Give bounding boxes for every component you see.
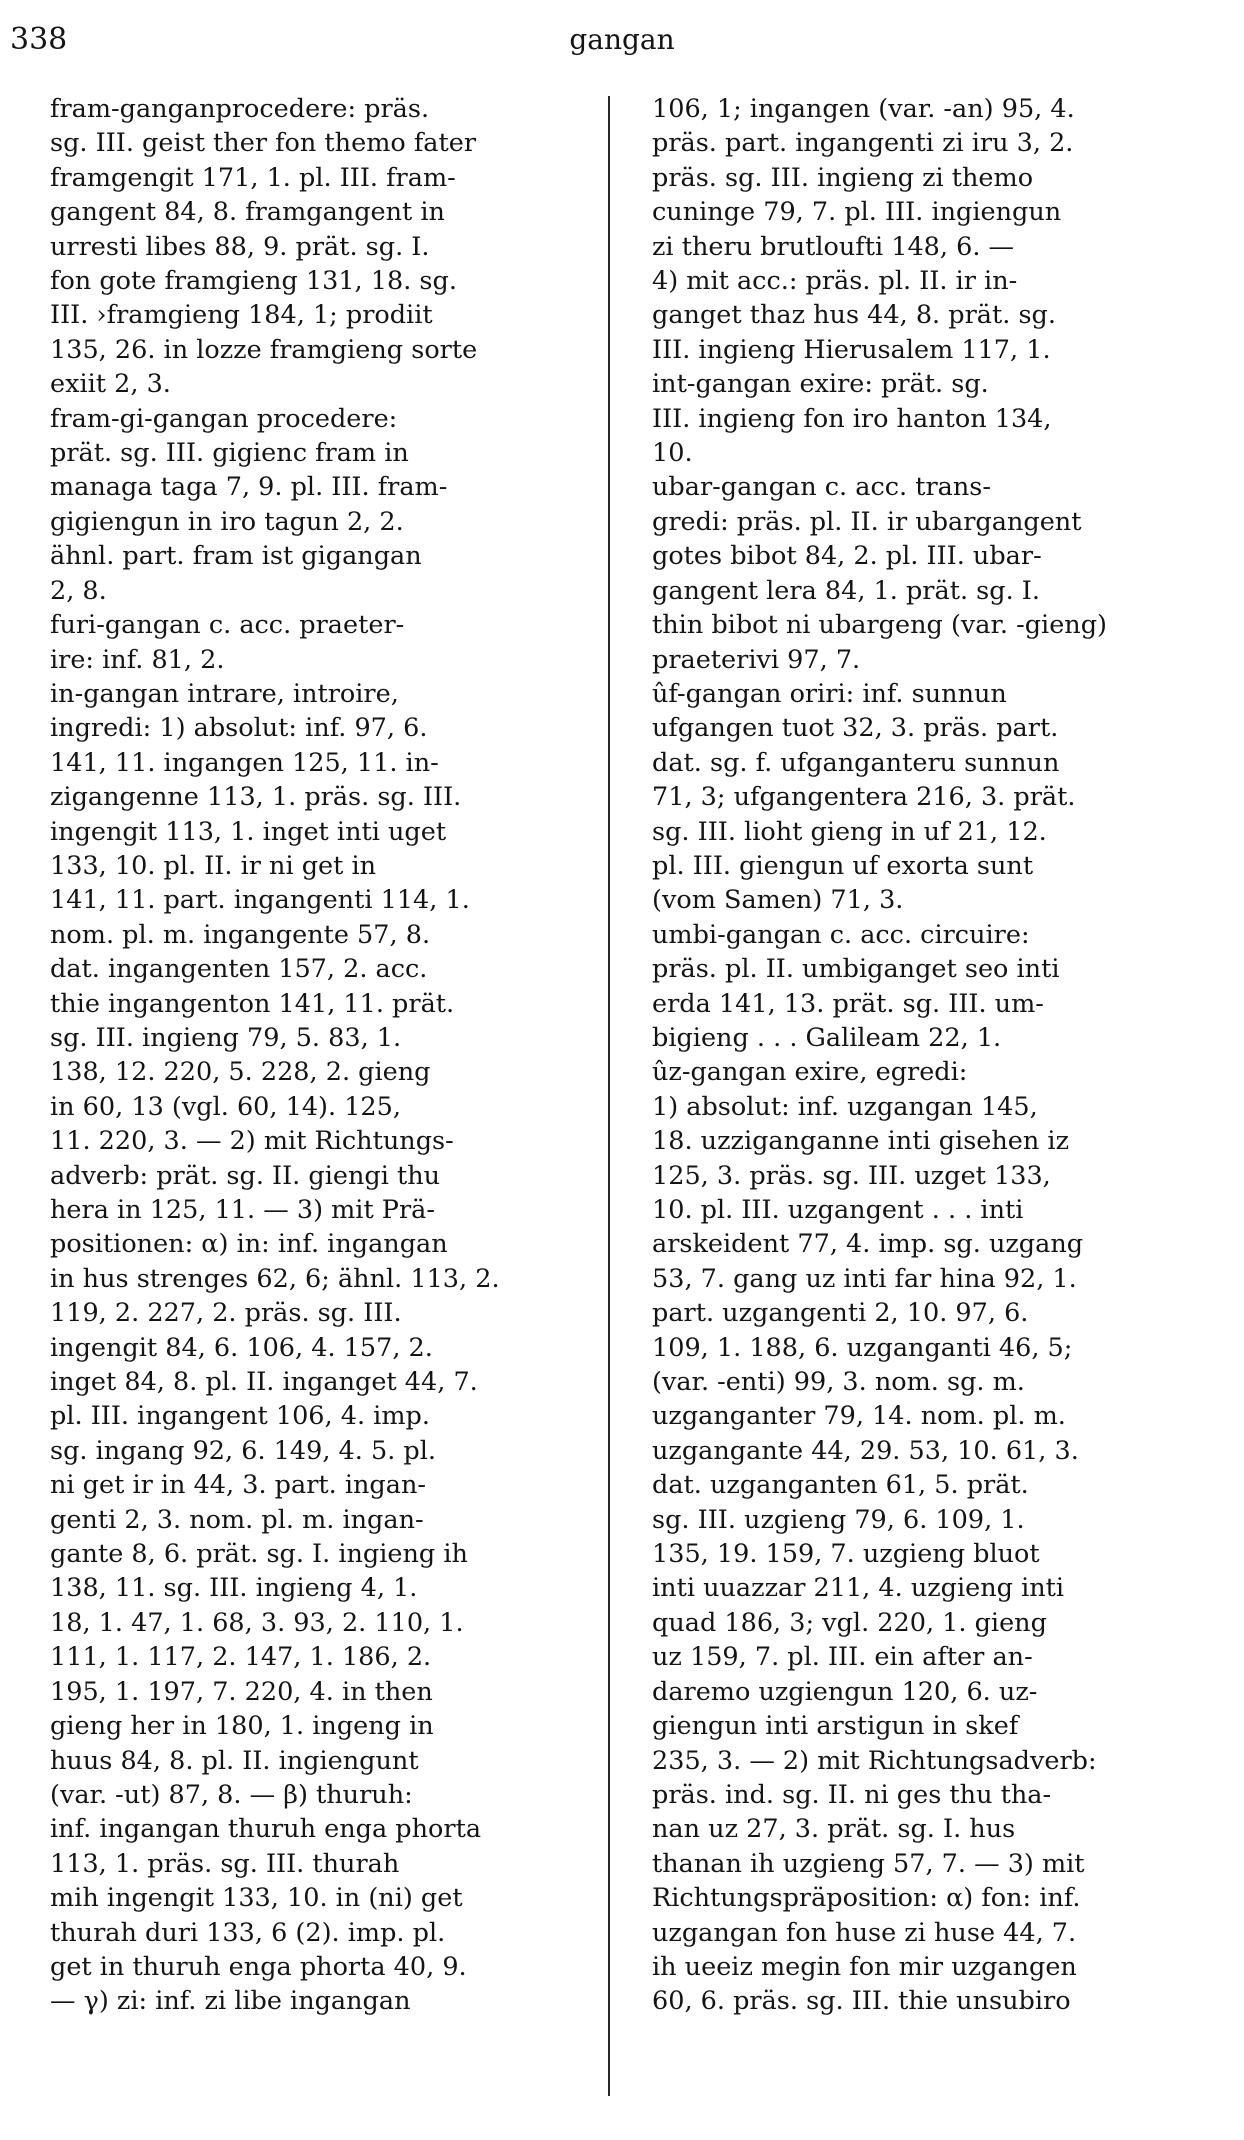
text-line: 1) absolut: inf. uzgangan 145, [652,1091,1038,1122]
text-line: ufgangen tuot 32, 3. präs. part. [652,713,1059,744]
text-line: ih ueeiz megin fon mir uzgangen [652,1951,1077,1982]
text-line: 235, 3. — 2) mit Richtungsadverb: [652,1745,1097,1776]
text-line: dat. uzganganten 61, 5. prät. [652,1470,1029,1501]
text-line: sg. III. uzgieng 79, 6. 109, 1. [652,1504,1025,1535]
text-line: umbi-gangan c. acc. circuire: [652,919,1030,950]
text-line: sg. III. lioht gieng in uf 21, 12. [652,816,1047,847]
text-line: dat. ingangenten 157, 2. acc. [50,954,428,985]
text-line: fram-ganganprocedere: präs. [50,94,430,124]
text-line: positionen: α) in: inf. ingangan [50,1229,448,1260]
text-line: thanan ih uzgieng 57, 7. — 3) mit [652,1848,1085,1879]
text-line: ganget thaz hus 44, 8. prät. sg. [652,300,1056,331]
text-line: 106, 1; ingangen (var. -an) 95, 4. [652,94,1075,124]
text-line: nom. pl. m. ingangente 57, 8. [50,919,431,950]
text-line: adverb: prät. sg. II. giengi thu [50,1160,441,1191]
text-line: 18. uzziganganne inti gisehen iz [652,1126,1070,1157]
text-line: 53, 7. gang uz inti far hina 92, 1. [652,1263,1077,1294]
text-line: managa taga 7, 9. pl. III. fram- [50,472,448,503]
text-line: gredi: präs. pl. II. ir ubargangent [652,506,1082,537]
text-line: gotes bibot 84, 2. pl. III. ubar- [652,541,1042,572]
left-column [50,92,570,2122]
text-line: genti 2, 3. nom. pl. m. ingan- [50,1504,424,1535]
text-line: gangent lera 84, 1. prät. sg. I. [652,575,1040,606]
text-line: — γ) zi: inf. zi libe ingangan [50,1986,411,2017]
text-line: 71, 3; ufgangentera 216, 3. prät. [652,782,1076,813]
text-line: präs. ind. sg. II. ni ges thu tha- [652,1779,1052,1810]
running-head: gangan [569,23,675,56]
text-line: (var. -ut) 87, 8. — β) thuruh: [50,1779,413,1810]
text-line: Richtungspräposition: α) fon: inf. [652,1883,1081,1914]
text-line: präs. part. ingangenti zi iru 3, 2. [652,128,1074,159]
text-line: 135, 26. in lozze framgieng sorte [50,334,478,365]
text-line: 109, 1. 188, 6. uzganganti 46, 5; [652,1332,1073,1363]
text-line: gante 8, 6. prät. sg. I. ingieng ih [50,1539,468,1570]
text-line: sg. ingang 92, 6. 149, 4. 5. pl. [50,1435,437,1466]
page-header [0,22,1244,62]
text-line: quad 186, 3; vgl. 220, 1. gieng [652,1607,1047,1638]
text-line: prät. sg. III. gigienc fram in [50,438,409,469]
text-line: 138, 11. sg. III. ingieng 4, 1. [50,1573,418,1604]
page-number: 338 [10,22,68,57]
text-line: 195, 1. 197, 7. 220, 4. in then [50,1676,433,1707]
text-line: ubar-gangan c. acc. trans- [652,472,991,503]
text-line: uzgangante 44, 29. 53, 10. 61, 3. [652,1435,1079,1466]
text-line: thin bibot ni ubargeng (var. -gieng) [652,610,1107,641]
text-line: praeterivi 97, 7. [652,644,861,675]
text-line: cuninge 79, 7. pl. III. ingiengun [652,197,1062,228]
text-line: ingengit 113, 1. inget inti uget [50,816,447,847]
text-line: (var. -enti) 99, 3. nom. sg. m. [652,1367,1025,1398]
text-line: gigiengun in iro tagun 2, 2. [50,506,404,537]
text-line: ingengit 84, 6. 106, 4. 157, 2. [50,1332,433,1363]
text-line: get in thuruh enga phorta 40, 9. [50,1951,467,1982]
text-line: hera in 125, 11. — 3) mit Prä- [50,1195,435,1225]
text-line: huus 84, 8. pl. II. ingiengunt [50,1745,419,1776]
text-line: thurah duri 133, 6 (2). imp. pl. [50,1917,446,1948]
column-divider [608,96,610,2096]
text-line: 113, 1. präs. sg. III. thurah [50,1848,400,1879]
text-line: ähnl. part. fram ist gigangan [50,541,422,572]
text-line: in 60, 13 (vgl. 60, 14). 125, [50,1091,401,1122]
text-line: inf. ingangan thuruh enga phorta [50,1814,482,1845]
text-line: zi theru brutloufti 148, 6. — [652,231,1015,262]
text-line: part. uzgangenti 2, 10. 97, 6. [652,1298,1029,1329]
text-line: uzgangan fon huse zi huse 44, 7. [652,1917,1077,1948]
text-line: 11. 220, 3. — 2) mit Richtungs- [50,1126,454,1157]
text-line: mih ingengit 133, 10. in (ni) get [50,1883,463,1914]
text-line: fon gote framgieng 131, 18. sg. [50,266,457,297]
text-line: ire: inf. 81, 2. [50,644,225,675]
text-line: III. ›framgieng 184, 1; prodiit [50,300,433,331]
text-line: urresti libes 88, 9. prät. sg. I. [50,231,430,262]
text-line: 119, 2. 227, 2. präs. sg. III. [50,1298,402,1329]
text-line: 141, 11. part. ingangenti 114, 1. [50,885,470,916]
text-line: uzganganter 79, 14. nom. pl. m. [652,1401,1066,1432]
text-line: gieng her in 180, 1. ingeng in [50,1711,434,1742]
text-line: thie ingangenton 141, 11. prät. [50,988,455,1019]
text-line: sg. III. geist ther fon themo fater [50,128,477,159]
text-line: 138, 12. 220, 5. 228, 2. gieng [50,1057,431,1088]
text-line: 125, 3. präs. sg. III. uzget 133, [652,1160,1051,1191]
text-line: III. ingieng fon iro hanton 134, [652,403,1052,434]
text-line: 10. [652,438,693,469]
text-line: inget 84, 8. pl. II. inganget 44, 7. [50,1367,478,1398]
text-line: zigangenne 113, 1. präs. sg. III. [50,782,462,813]
text-line: pl. III. giengun uf exorta sunt [652,850,1034,881]
text-line: sg. III. ingieng 79, 5. 83, 1. [50,1022,402,1053]
text-line: bigieng . . . Galileam 22, 1. [652,1022,1002,1053]
text-line: arskeident 77, 4. imp. sg. uzgang [652,1229,1084,1260]
text-line: 18, 1. 47, 1. 68, 3. 93, 2. 110, 1. [50,1607,464,1638]
text-line: 111, 1. 117, 2. 147, 1. 186, 2. [50,1642,432,1673]
text-line: fram-gi-gangan procedere: [50,403,398,434]
text-line: dat. sg. f. ufganganteru sunnun [652,747,1060,778]
text-line: 141, 11. ingangen 125, 11. in- [50,747,439,778]
text-line: ni get ir in 44, 3. part. ingan- [50,1470,427,1501]
text-line: 2, 8. [50,575,107,606]
text-line: giengun inti arstigun in skef [652,1711,1019,1742]
text-line: inti uuazzar 211, 4. uzgieng inti [652,1573,1065,1604]
text-line: 10. pl. III. uzgangent . . . inti [652,1195,1024,1225]
text-line: 135, 19. 159, 7. uzgieng bluot [652,1539,1040,1570]
text-line: uz 159, 7. pl. III. ein after an- [652,1642,1033,1673]
text-line: nan uz 27, 3. prät. sg. I. hus [652,1814,1016,1845]
text-line: in-gangan intrare, introire, [50,678,399,709]
text-line: furi-gangan c. acc. praeter- [50,610,405,641]
text-line: gangent 84, 8. framgangent in [50,197,445,228]
text-line: präs. pl. II. umbiganget seo inti [652,954,1060,985]
text-line: III. ingieng Hierusalem 117, 1. [652,334,1051,365]
text-line: präs. sg. III. ingieng zi themo [652,162,1034,193]
text-line: (vom Samen) 71, 3. [652,885,904,916]
text-line: ûz-gangan exire, egredi: [652,1057,968,1088]
text-line: 133, 10. pl. II. ir ni get in [50,850,377,881]
text-line: ûf-gangan oriri: inf. sunnun [652,678,1007,709]
text-line: erda 141, 13. prät. sg. III. um- [652,988,1044,1019]
text-line: pl. III. ingangent 106, 4. imp. [50,1401,430,1432]
text-line: exiit 2, 3. [50,369,171,400]
text-line: 60, 6. präs. sg. III. thie unsubiro [652,1986,1071,2017]
text-line: 4) mit acc.: präs. pl. II. ir in- [652,266,1018,297]
text-line: int-gangan exire: prät. sg. [652,369,989,400]
text-line: framgengit 171, 1. pl. III. fram- [50,162,456,193]
text-line: daremo uzgiengun 120, 6. uz- [652,1676,1038,1707]
text-line: ingredi: 1) absolut: inf. 97, 6. [50,713,428,744]
right-column [652,92,1184,2122]
text-line: in hus strenges 62, 6; ähnl. 113, 2. [50,1263,500,1294]
